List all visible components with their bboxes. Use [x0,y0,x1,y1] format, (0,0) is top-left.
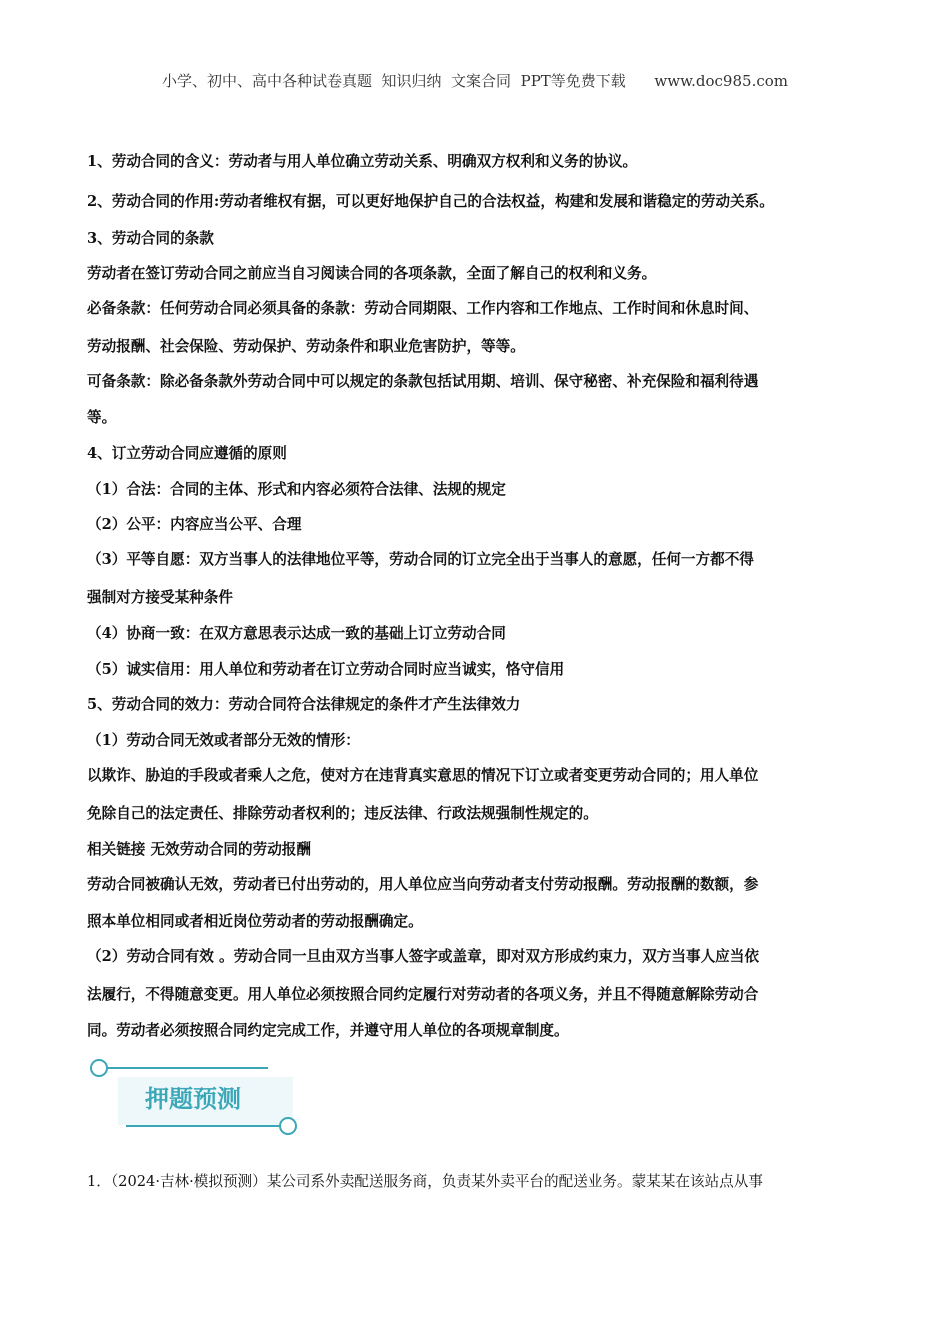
text-line: （1）劳动合同无效或者部分无效的情形： [87,732,360,749]
text-line: 1、劳动合同的含义：劳动者与用人单位确立劳动关系、明确双方权利和义务的协议。 [87,153,638,170]
text-line: 相关链接 无效劳动合同的劳动报酬 [87,841,311,858]
text-line: 劳动合同被确认无效，劳动者已付出劳动的，用人单位应当向劳动者支付劳动报酬。劳动报酬的数额，参 [87,876,759,893]
text-line: 以欺诈、胁迫的手段或者乘人之危，使对方在违背真实意思的情况下订立或者变更劳动合同的；用人单位 [87,767,759,784]
banner-right-circle-icon [280,1118,296,1134]
text-line: 等。 [87,409,117,426]
text-line: （2）公平：内容应当公平、合理 [87,516,302,533]
text-line: （5）诚实信用：用人单位和劳动者在订立劳动合同时应当诚实，恪守信用 [87,661,565,678]
text-line: （1）合法：合同的主体、形式和内容必须符合法律、法规的规定 [87,481,506,498]
text-line: 3、劳动合同的条款 [87,230,214,247]
text-line: 劳动报酬、社会保险、劳动保护、劳动条件和职业危害防护，等等。 [87,338,525,355]
text-line: 强制对方接受某种条件 [87,589,233,606]
text-line: 可备条款：除必备条款外劳动合同中可以规定的条款包括试用期、培训、保守秘密、补充保险和福利待遇 [87,373,759,390]
banner-graphic [88,1055,303,1145]
text-line: （3）平等自愿：双方当事人的法律地位平等，劳动合同的订立完全出于当事人的意愿，任何一方都不得 [87,551,754,568]
text-line: 法履行，不得随意变更。用人单位必须按照合同约定履行对劳动者的各项义务，并且不得随意解除劳动合 [87,986,759,1003]
banner-left-circle-icon [91,1060,107,1076]
banner-label: 押题预测 [145,1085,241,1113]
text-line: 照本单位相同或者相近岗位劳动者的劳动报酬确定。 [87,913,423,930]
section-banner [88,1055,303,1145]
text-line: 同。劳动者必须按照合同约定完成工作，并遵守用人单位的各项规章制度。 [87,1022,569,1039]
page-header: 小学、初中、高中各种试卷真题 知识归纳 文案合同 PPT等免费下载 www.doc985.com [161,72,788,90]
text-line: 必备条款：任何劳动合同必须具备的条款：劳动合同期限、工作内容和工作地点、工作时间和休息时间、 [87,300,759,317]
text-line: 2、劳动合同的作用:劳动者维权有据，可以更好地保护自己的合法权益，构建和发展和谐稳定的劳动关系。 [87,193,774,210]
text-line: 劳动者在签订劳动合同之前应当自习阅读合同的各项条款，全面了解自己的权利和义务。 [87,265,657,282]
text-line: （4）协商一致：在双方意思表示达成一致的基础上订立劳动合同 [87,625,506,642]
question-1: 1．（2024·吉林·模拟预测）某公司系外卖配送服务商，负责某外卖平台的配送业务。蒙某某在该站点从事 [87,1173,763,1190]
text-line: 免除自己的法定责任、排除劳动者权利的；违反法律、行政法规强制性规定的。 [87,805,598,822]
text-line: 4、订立劳动合同应遵循的原则 [87,445,287,462]
text-line: （2）劳动合同有效 。劳动合同一旦由双方当事人签字或盖章，即对双方形成约束力，双方当事人应当依 [87,948,759,965]
text-line: 5、劳动合同的效力：劳动合同符合法律规定的条件才产生法律效力 [87,696,521,713]
